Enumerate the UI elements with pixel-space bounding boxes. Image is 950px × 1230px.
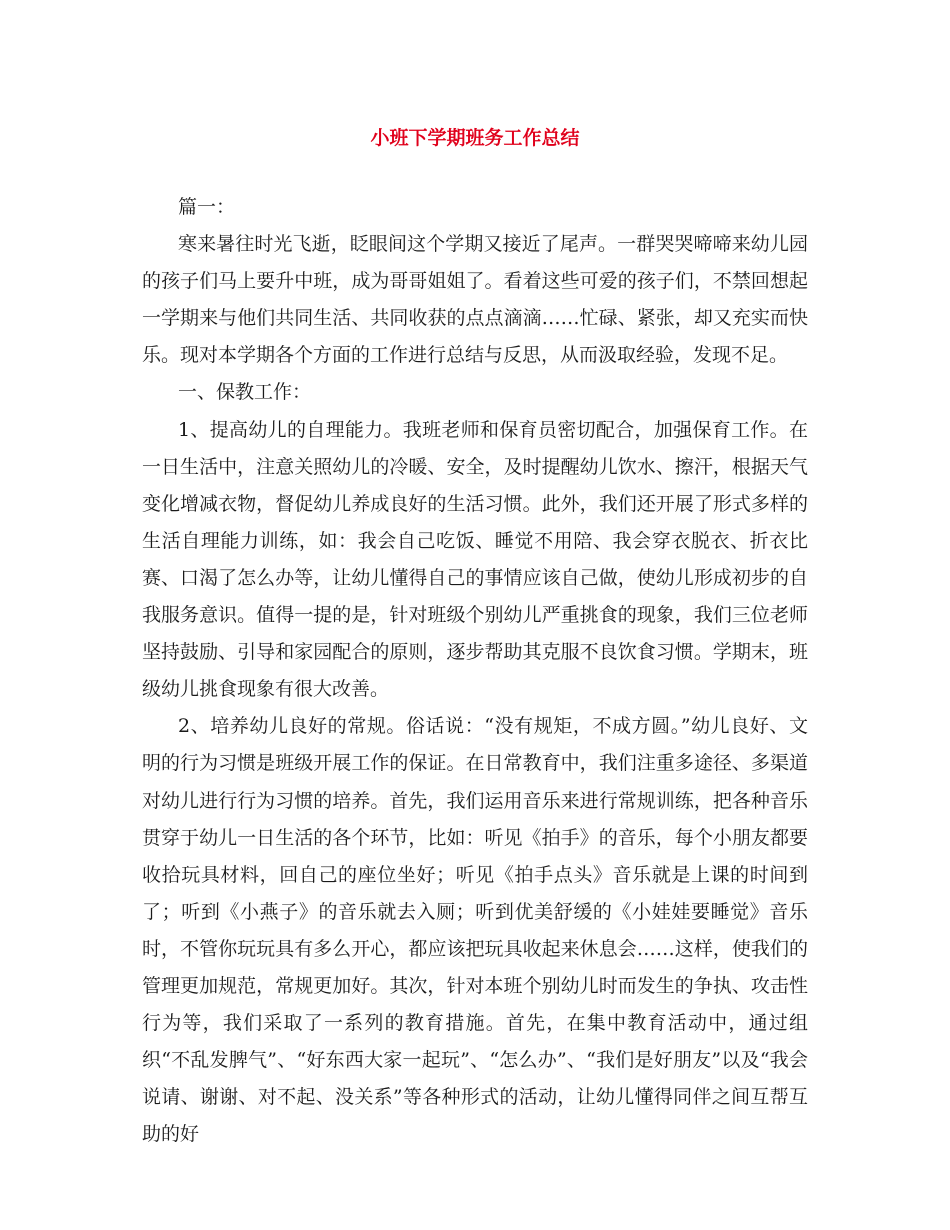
document-body [142,189,808,1153]
paragraph-self-care-ability: 1、提高幼儿的自理能力。我班老师和保育员密切配合，加强保育工作。在一日生活中，注意关照幼儿的冷暖、安全，及时提醒幼儿饮水、擦汗，根据天气变化增减衣物，督促幼儿养成良好的生活习惯。此外，我们还开展了形式多样的生活自理能力训练，如：我会自己吃饭、睡觉不用陪、我会穿衣脱衣、折衣比赛、口渴了怎么办等，让幼儿懂得自己的事情应该自己做，使幼儿形成初步的自我服务意识。值得一提的是，针对班级个别幼儿严重挑食的现象，我们三位老师坚持鼓励、引导和家园配合的原则，逐步帮助其克服不良饮食习惯。学期末，班级幼儿挑食现象有很大改善。 [142,418,808,701]
paragraph-routine-habits: 2、培养幼儿良好的常规。俗话说：“没有规矩，不成方圆。”幼儿良好、文明的行为习惯是班级开展工作的保证。在日常教育中，我们注重多途径、多渠道对幼儿进行行为习惯的培养。首先，我们运用音乐来进行常规训练，把各种音乐贯穿于幼儿一日生活的各个环节，比如：听见《拍手》的音乐，每个小朋友都要收拾玩具材料，回自己的座位坐好；听见《拍手点头》音乐就是上课的时间到了；听到《小燕子》的音乐就去入厕；听到优美舒缓的《小娃娃要睡觉》音乐时，不管你玩玩具有多么开心，都应该把玩具收起来休息会……这样，使我们的管理更加规范，常规更加好。其次，针对本班个别幼儿时而发生的争执、攻击性行为等，我们采取了一系列的教育措施。首先，在集中教育活动中，通过组织“不乱发脾气”、“好东西大家一起玩”、“怎么办”、“我们是好朋友”以及“我会说请、谢谢、对不起、没关系”等各种形式的活动，让幼儿懂得同伴之间互帮互助的好 [142,715,808,1146]
paragraph-intro: 寒来暑往时光飞逝，眨眼间这个学期又接近了尾声。一群哭哭啼啼来幼儿园的孩子们马上要升中班，成为哥哥姐姐了。看着这些可爱的孩子们，不禁回想起一学期来与他们共同生活、共同收获的点点滴滴……忙碌、紧张，却又充实而快乐。现对本学期各个方面的工作进行总结与反思，从而汲取经验，发现不足。 [142,233,808,367]
paragraph-section-heading: 篇一： [178,196,236,218]
paragraph-heading-care-education: 一、保教工作： [178,381,312,404]
document-title: 小班下学期班务工作总结 [370,127,580,149]
